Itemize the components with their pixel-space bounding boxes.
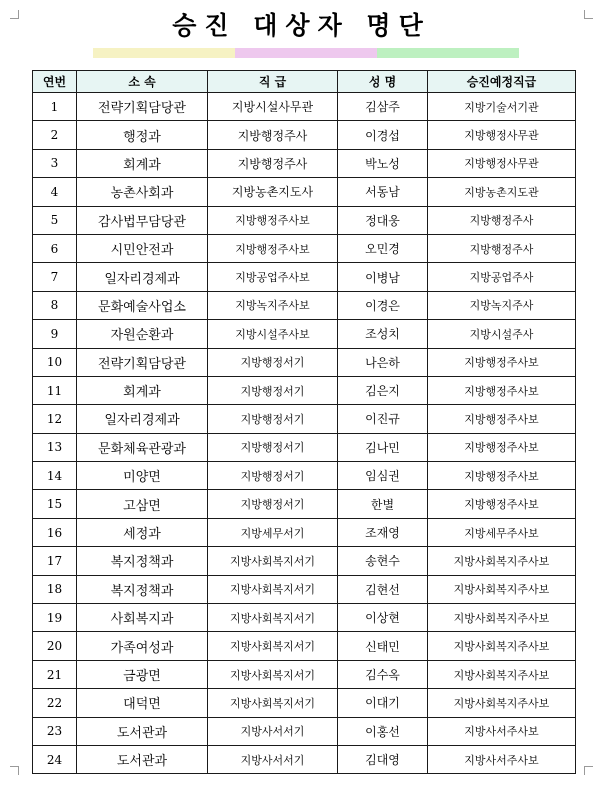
- cell-serial: 12: [33, 405, 77, 433]
- cell-serial: 11: [33, 376, 77, 404]
- cell-promotion-rank: 지방행정사무관: [428, 121, 576, 149]
- cell-department: 일자리경제과: [77, 263, 208, 291]
- header-rank: 직 급: [208, 71, 338, 93]
- cell-rank: 지방행정주사보: [208, 206, 338, 234]
- cell-promotion-rank: 지방행정주사: [428, 234, 576, 262]
- table-row: [33, 632, 576, 660]
- cell-department: 도서관과: [77, 717, 208, 745]
- cell-department: 문화체육관광과: [77, 433, 208, 461]
- cell-department: 행정과: [77, 121, 208, 149]
- cell-name: 임심권: [338, 462, 428, 490]
- cell-rank: 지방행정서기: [208, 376, 338, 404]
- cell-serial: 22: [33, 689, 77, 717]
- cell-rank: 지방사서서기: [208, 745, 338, 773]
- cell-name: 이상현: [338, 604, 428, 632]
- table-row: [33, 575, 576, 603]
- cell-serial: 1: [33, 93, 77, 121]
- cell-name: 한별: [338, 490, 428, 518]
- cell-serial: 17: [33, 547, 77, 575]
- cell-rank: 지방사회복지서기: [208, 575, 338, 603]
- cell-department: 일자리경제과: [77, 405, 208, 433]
- cell-rank: 지방행정주사: [208, 149, 338, 177]
- cell-name: 김삼주: [338, 93, 428, 121]
- color-bar-green: [377, 48, 519, 58]
- cell-promotion-rank: 지방녹지주사: [428, 291, 576, 319]
- page-corner-mark: [584, 766, 593, 775]
- table-row: [33, 604, 576, 632]
- cell-department: 회계과: [77, 376, 208, 404]
- cell-name: 이경은: [338, 291, 428, 319]
- cell-department: 회계과: [77, 149, 208, 177]
- table-row: [33, 178, 576, 206]
- cell-department: 가족여성과: [77, 632, 208, 660]
- page-corner-mark: [10, 766, 19, 775]
- cell-rank: 지방시설주사보: [208, 320, 338, 348]
- cell-name: 김현선: [338, 575, 428, 603]
- cell-name: 이병남: [338, 263, 428, 291]
- cell-department: 자원순환과: [77, 320, 208, 348]
- cell-name: 이경섭: [338, 121, 428, 149]
- cell-rank: 지방행정서기: [208, 348, 338, 376]
- cell-rank: 지방행정서기: [208, 405, 338, 433]
- cell-serial: 23: [33, 717, 77, 745]
- cell-name: 이진규: [338, 405, 428, 433]
- color-bar-yellow: [93, 48, 235, 58]
- cell-rank: 지방녹지주사보: [208, 291, 338, 319]
- cell-department: 복지정책과: [77, 575, 208, 603]
- cell-name: 오민경: [338, 234, 428, 262]
- cell-department: 대덕면: [77, 689, 208, 717]
- cell-name: 김수옥: [338, 660, 428, 688]
- cell-name: 조재영: [338, 518, 428, 546]
- cell-serial: 7: [33, 263, 77, 291]
- cell-promotion-rank: 지방행정사무관: [428, 149, 576, 177]
- cell-name: 이대기: [338, 689, 428, 717]
- table-row: [33, 689, 576, 717]
- cell-promotion-rank: 지방사회복지주사보: [428, 575, 576, 603]
- cell-promotion-rank: 지방사서주사보: [428, 745, 576, 773]
- cell-department: 복지정책과: [77, 547, 208, 575]
- cell-promotion-rank: 지방사회복지주사보: [428, 547, 576, 575]
- cell-name: 박노성: [338, 149, 428, 177]
- cell-serial: 10: [33, 348, 77, 376]
- cell-name: 김나민: [338, 433, 428, 461]
- cell-rank: 지방사회복지서기: [208, 604, 338, 632]
- cell-rank: 지방공업주사보: [208, 263, 338, 291]
- table-row: [33, 320, 576, 348]
- cell-name: 이홍선: [338, 717, 428, 745]
- header-serial: 연번: [33, 71, 77, 93]
- table-row: [33, 121, 576, 149]
- table-row: [33, 291, 576, 319]
- cell-rank: 지방세무서기: [208, 518, 338, 546]
- table-row: [33, 263, 576, 291]
- cell-promotion-rank: 지방행정주사보: [428, 405, 576, 433]
- cell-promotion-rank: 지방사회복지주사보: [428, 660, 576, 688]
- cell-promotion-rank: 지방행정주사: [428, 206, 576, 234]
- cell-rank: 지방사서서기: [208, 717, 338, 745]
- cell-promotion-rank: 지방사회복지주사보: [428, 632, 576, 660]
- cell-serial: 8: [33, 291, 77, 319]
- cell-rank: 지방행정서기: [208, 490, 338, 518]
- cell-name: 송현수: [338, 547, 428, 575]
- table-row: [33, 206, 576, 234]
- table-row: [33, 234, 576, 262]
- table-row: [33, 149, 576, 177]
- cell-name: 신태민: [338, 632, 428, 660]
- cell-promotion-rank: 지방행정주사보: [428, 433, 576, 461]
- cell-name: 서동남: [338, 178, 428, 206]
- header-name: 성 명: [338, 71, 428, 93]
- cell-promotion-rank: 지방사회복지주사보: [428, 604, 576, 632]
- cell-name: 조성치: [338, 320, 428, 348]
- cell-rank: 지방사회복지서기: [208, 689, 338, 717]
- cell-promotion-rank: 지방행정주사보: [428, 376, 576, 404]
- table-row: [33, 660, 576, 688]
- table-row: [33, 547, 576, 575]
- cell-serial: 9: [33, 320, 77, 348]
- table-row: [33, 717, 576, 745]
- cell-department: 감사법무담당관: [77, 206, 208, 234]
- table-row: [33, 462, 576, 490]
- table-row: [33, 490, 576, 518]
- cell-rank: 지방사회복지서기: [208, 632, 338, 660]
- cell-department: 도서관과: [77, 745, 208, 773]
- table-header-row: [33, 71, 576, 93]
- cell-serial: 2: [33, 121, 77, 149]
- cell-department: 문화예술사업소: [77, 291, 208, 319]
- cell-rank: 지방행정주사보: [208, 234, 338, 262]
- cell-serial: 18: [33, 575, 77, 603]
- cell-rank: 지방사회복지서기: [208, 660, 338, 688]
- cell-department: 사회복지과: [77, 604, 208, 632]
- cell-department: 전략기획담당관: [77, 348, 208, 376]
- cell-serial: 13: [33, 433, 77, 461]
- cell-serial: 15: [33, 490, 77, 518]
- cell-promotion-rank: 지방행정주사보: [428, 348, 576, 376]
- cell-serial: 24: [33, 745, 77, 773]
- cell-name: 나은하: [338, 348, 428, 376]
- cell-serial: 5: [33, 206, 77, 234]
- cell-promotion-rank: 지방사회복지주사보: [428, 689, 576, 717]
- cell-serial: 14: [33, 462, 77, 490]
- cell-serial: 6: [33, 234, 77, 262]
- cell-promotion-rank: 지방기술서기관: [428, 93, 576, 121]
- cell-promotion-rank: 지방세무주사보: [428, 518, 576, 546]
- table-row: [33, 518, 576, 546]
- cell-rank: 지방시설사무관: [208, 93, 338, 121]
- table-row: [33, 376, 576, 404]
- cell-rank: 지방사회복지서기: [208, 547, 338, 575]
- cell-promotion-rank: 지방농촌지도관: [428, 178, 576, 206]
- cell-serial: 20: [33, 632, 77, 660]
- header-department: 소 속: [77, 71, 208, 93]
- table-row: [33, 348, 576, 376]
- table-row: [33, 433, 576, 461]
- cell-serial: 3: [33, 149, 77, 177]
- cell-rank: 지방행정주사: [208, 121, 338, 149]
- cell-rank: 지방농촌지도사: [208, 178, 338, 206]
- cell-name: 김대영: [338, 745, 428, 773]
- cell-name: 김은지: [338, 376, 428, 404]
- cell-rank: 지방행정서기: [208, 433, 338, 461]
- cell-promotion-rank: 지방공업주사: [428, 263, 576, 291]
- table-row: [33, 405, 576, 433]
- cell-department: 금광면: [77, 660, 208, 688]
- decorative-color-bars: [93, 48, 519, 58]
- cell-serial: 21: [33, 660, 77, 688]
- color-bar-pink: [235, 48, 377, 58]
- cell-rank: 지방행정서기: [208, 462, 338, 490]
- cell-promotion-rank: 지방시설주사: [428, 320, 576, 348]
- table-row: [33, 745, 576, 773]
- cell-department: 전략기획담당관: [77, 93, 208, 121]
- cell-department: 농촌사회과: [77, 178, 208, 206]
- cell-name: 정대웅: [338, 206, 428, 234]
- page-title: 승진 대상자 명단: [172, 11, 431, 40]
- cell-department: 세정과: [77, 518, 208, 546]
- cell-department: 고삼면: [77, 490, 208, 518]
- cell-serial: 16: [33, 518, 77, 546]
- table-row: [33, 93, 576, 121]
- cell-serial: 4: [33, 178, 77, 206]
- cell-serial: 19: [33, 604, 77, 632]
- header-promotion-rank: 승진예정직급: [428, 71, 576, 93]
- cell-department: 미양면: [77, 462, 208, 490]
- cell-promotion-rank: 지방사서주사보: [428, 717, 576, 745]
- cell-promotion-rank: 지방행정주사보: [428, 490, 576, 518]
- cell-promotion-rank: 지방행정주사보: [428, 462, 576, 490]
- cell-department: 시민안전과: [77, 234, 208, 262]
- promotion-table: [32, 70, 576, 774]
